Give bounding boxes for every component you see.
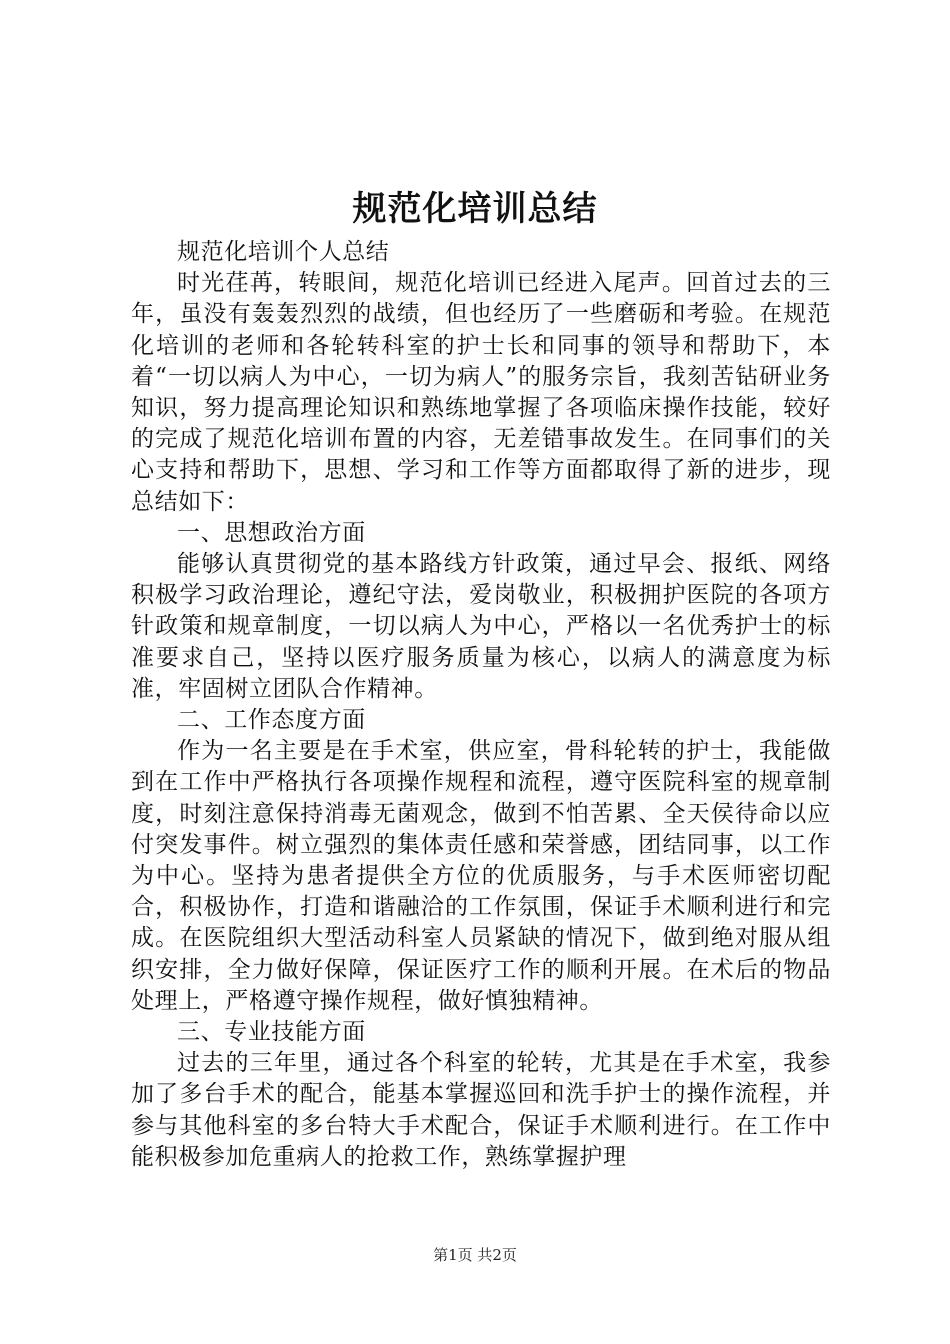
document-body bbox=[131, 237, 831, 1173]
section-heading-attitude: 二、工作态度方面 bbox=[177, 707, 366, 734]
section-heading-political: 一、思想政治方面 bbox=[177, 519, 366, 546]
paragraph-intro: 时光荏苒，转眼间，规范化培训已经进入尾声。回首过去的三年，虽没有轰轰烈烈的战绩，但也经历了一些磨砺和考验。在规范化培训的老师和各轮转科室的护士长和同事的领导和帮助下，本着“一切以病人为中心，一切为病人”的服务宗旨，我刻苦钻研业务知识，努力提高理论知识和熟练地掌握了各项临床操作技能，较好的完成了规范化培训布置的内容，无差错事故发生。在同事们的关心支持和帮助下，思想、学习和工作等方面都取得了新的进步，现总结如下： bbox=[131, 270, 831, 515]
paragraph-subtitle: 规范化培训个人总结 bbox=[177, 239, 390, 265]
paragraph-skills: 过去的三年里，通过各个科室的轮转，尤其是在手术室，我参加了多台手术的配合，能基本掌握巡回和洗手护士的操作流程，并参与其他科室的多台特大手术配合，保证手术顺利进行。在工作中能积极参加危重病人的抢救工作，熟练掌握护理 bbox=[131, 1050, 831, 1170]
paragraph-attitude: 作为一名主要是在手术室，供应室，骨科轮转的护士，我能做到在工作中严格执行各项操作规程和流程，遵守医院科室的规章制度，时刻注意保持消毒无菌观念，做到不怕苦累、全天侯待命以应付突发事件。树立强烈的集体责任感和荣誉感，团结同事，以工作为中心。坚持为患者提供全方位的优质服务，与手术医师密切配合，积极协作，打造和谐融洽的工作氛围，保证手术顺利进行和完成。在医院组织大型活动科室人员紧缺的情况下，做到绝对服从组织安排，全力做好保障，保证医疗工作的顺利开展。在术后的物品处理上，严格遵守操作规程，做好慎独精神。 bbox=[131, 738, 831, 1014]
paragraph-political: 能够认真贯彻党的基本路线方针政策，通过早会、报纸、网络积极学习政治理论，遵纪守法，爱岗敬业，积极拥护医院的各项方针政策和规章制度，一切以病人为中心，严格以一名优秀护士的标准要求自己，坚持以医疗服务质量为核心，以病人的满意度为标准，牢固树立团队合作精神。 bbox=[131, 551, 831, 702]
section-heading-skills: 三、专业技能方面 bbox=[177, 1019, 366, 1046]
page-number-footer: 第1页 共2页 bbox=[433, 1246, 517, 1264]
document-title: 规范化培训总结 bbox=[352, 189, 598, 229]
